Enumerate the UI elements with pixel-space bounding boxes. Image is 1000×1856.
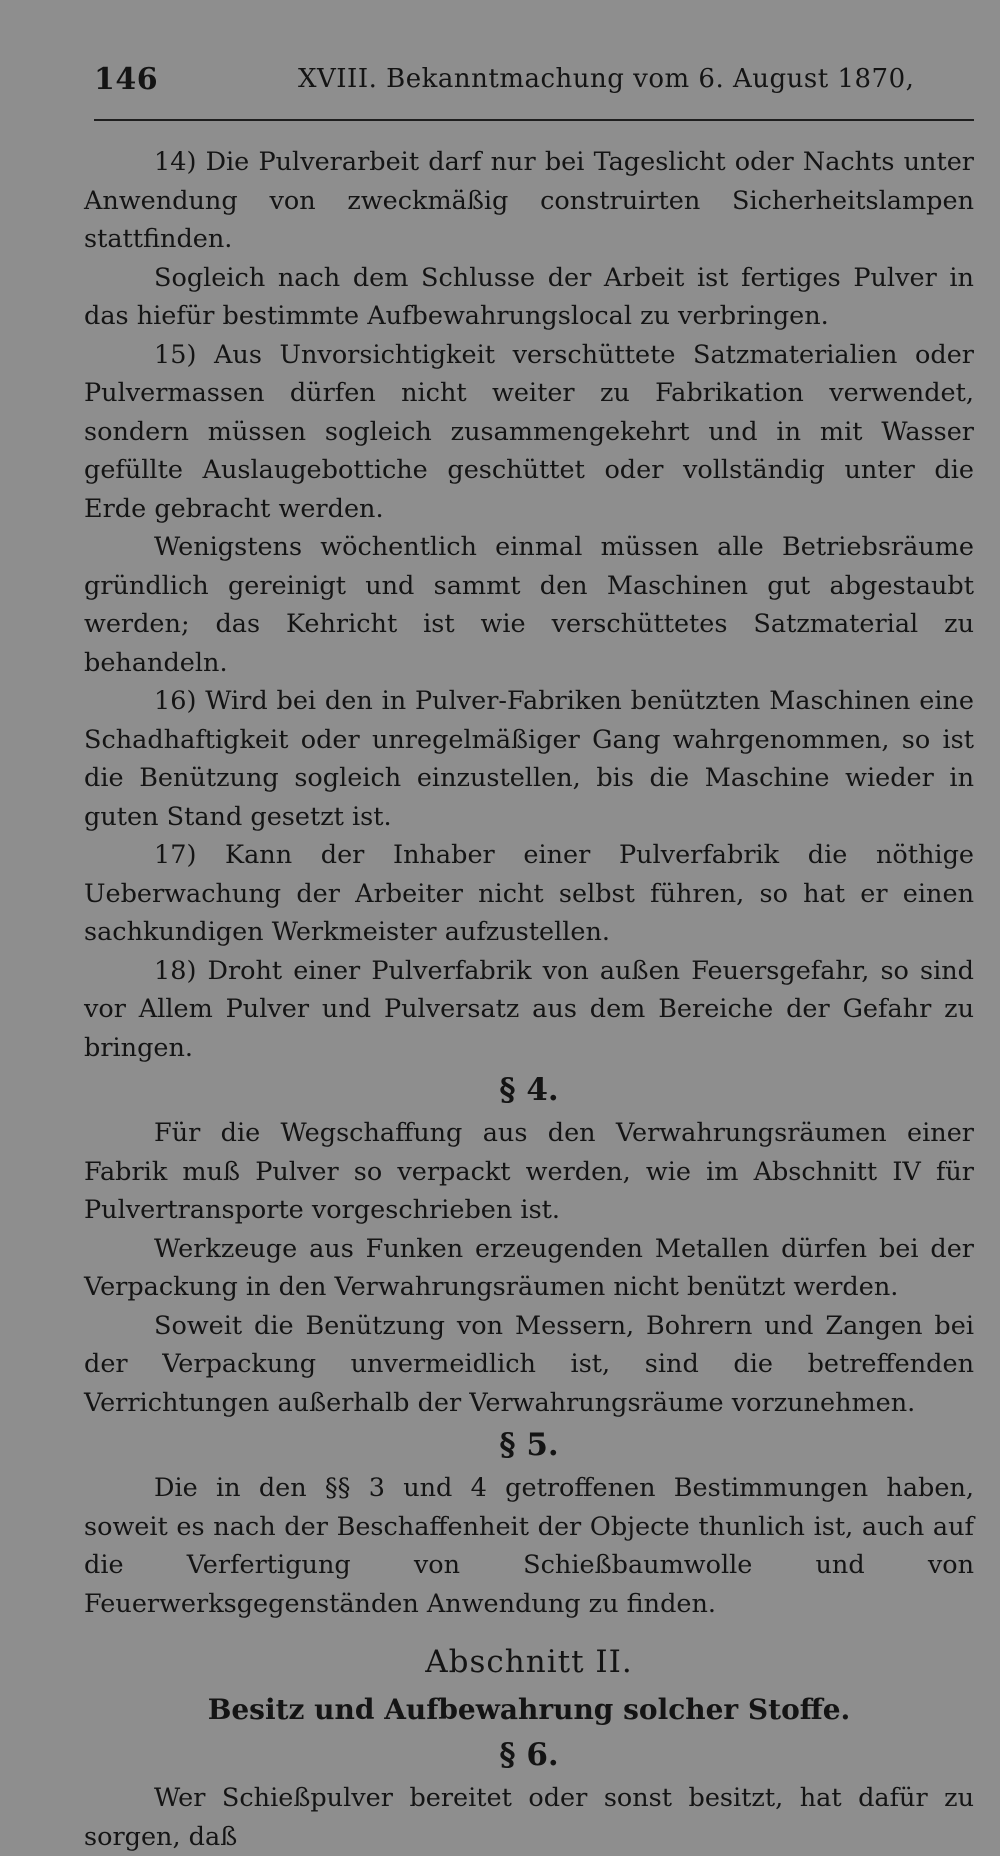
section-6-paragraph: Wer Schießpulver bereitet oder sonst besitzt, hat dafür zu sorgen, daß bbox=[84, 1783, 974, 1852]
paragraph-14-continued: Sogleich nach dem Schlusse der Arbeit ist fertiges Pulver in das hiefür bestimmte Aufbewahrungslocal zu verbringen. bbox=[84, 262, 974, 331]
section-4-paragraph: Werkzeuge aus Funken erzeugenden Metallen dürfen bei der Verpackung in den Verwahrungsräumen nicht benützt werden. bbox=[84, 1233, 974, 1302]
paragraph-15: 15) Aus Unvorsichtigkeit verschüttete Satzmaterialien oder Pulvermassen dürfen nicht weiter zu Fabrikation verwendet, sondern müssen sogleich zusammengekehrt und in mit Wasser gefüllte Auslaugebottiche geschüttet oder vollständig unter die Erde gebracht werden. bbox=[84, 339, 974, 524]
body-text bbox=[84, 143, 974, 1856]
section-4-paragraph: Für die Wegschaffung aus den Verwahrungsräumen einer Fabrik muß Pulver so verpackt werden, wie im Abschnitt IV für Pulvertransporte vorgeschrieben ist. bbox=[84, 1118, 974, 1225]
paragraph-17: 17) Kann der Inhaber einer Pulverfabrik die nöthige Ueberwachung der Arbeiter nicht selbst führen, so hat er einen sachkundigen Werkmeister aufzustellen. bbox=[84, 840, 974, 947]
paragraph-15-continued: Wenigstens wöchentlich einmal müssen alle Betriebsräume gründlich gereinigt und sammt den Maschinen gut abgestaubt werden; das Kehricht ist wie verschüttetes Satzmaterial zu behandeln. bbox=[84, 532, 974, 678]
paragraph-14: 14) Die Pulverarbeit darf nur bei Tageslicht oder Nachts unter Anwendung von zweckmäßig construirten Sicherheitslampen stattfinden. bbox=[84, 147, 974, 254]
section-heading-4: § 4. bbox=[499, 1072, 559, 1108]
page-number: 146 bbox=[94, 62, 159, 97]
running-title: XVIII. Bekanntmachung vom 6. August 1870, bbox=[298, 64, 915, 94]
header-rule bbox=[94, 119, 974, 121]
section-heading-5: § 5. bbox=[499, 1427, 559, 1463]
section-4-paragraph: Soweit die Benützung von Messern, Bohrern und Zangen bei der Verpackung unvermeidlich ist, sind die betreffenden Verrichtungen außerhalb der Verwahrungsräume vorzunehmen. bbox=[84, 1310, 974, 1418]
page-header bbox=[94, 58, 954, 106]
section-heading-6: § 6. bbox=[499, 1737, 559, 1773]
chapter-subtitle: Besitz und Aufbewahrung solcher Stoffe. bbox=[207, 1693, 851, 1726]
paragraph-18: 18) Droht einer Pulverfabrik von außen Feuersgefahr, so sind vor Allem Pulver und Pulversatz aus dem Bereiche der Gefahr zu bringen. bbox=[84, 955, 974, 1063]
paragraph-16: 16) Wird bei den in Pulver-Fabriken benützten Maschinen eine Schadhaftigkeit oder unregelmäßiger Gang wahrgenommen, so ist die Benützung sogleich einzustellen, bis die Maschine wieder in guten Stand gesetzt ist. bbox=[84, 686, 974, 832]
chapter-heading: Abschnitt II. bbox=[425, 1644, 633, 1680]
section-5-paragraph: Die in den §§ 3 und 4 getroffenen Bestimmungen haben, soweit es nach der Beschaffenheit der Objecte thunlich ist, auch auf die Verfertigung von Schießbaumwolle und von Feuerwerksgegenständen Anwendung zu finden. bbox=[84, 1473, 974, 1619]
